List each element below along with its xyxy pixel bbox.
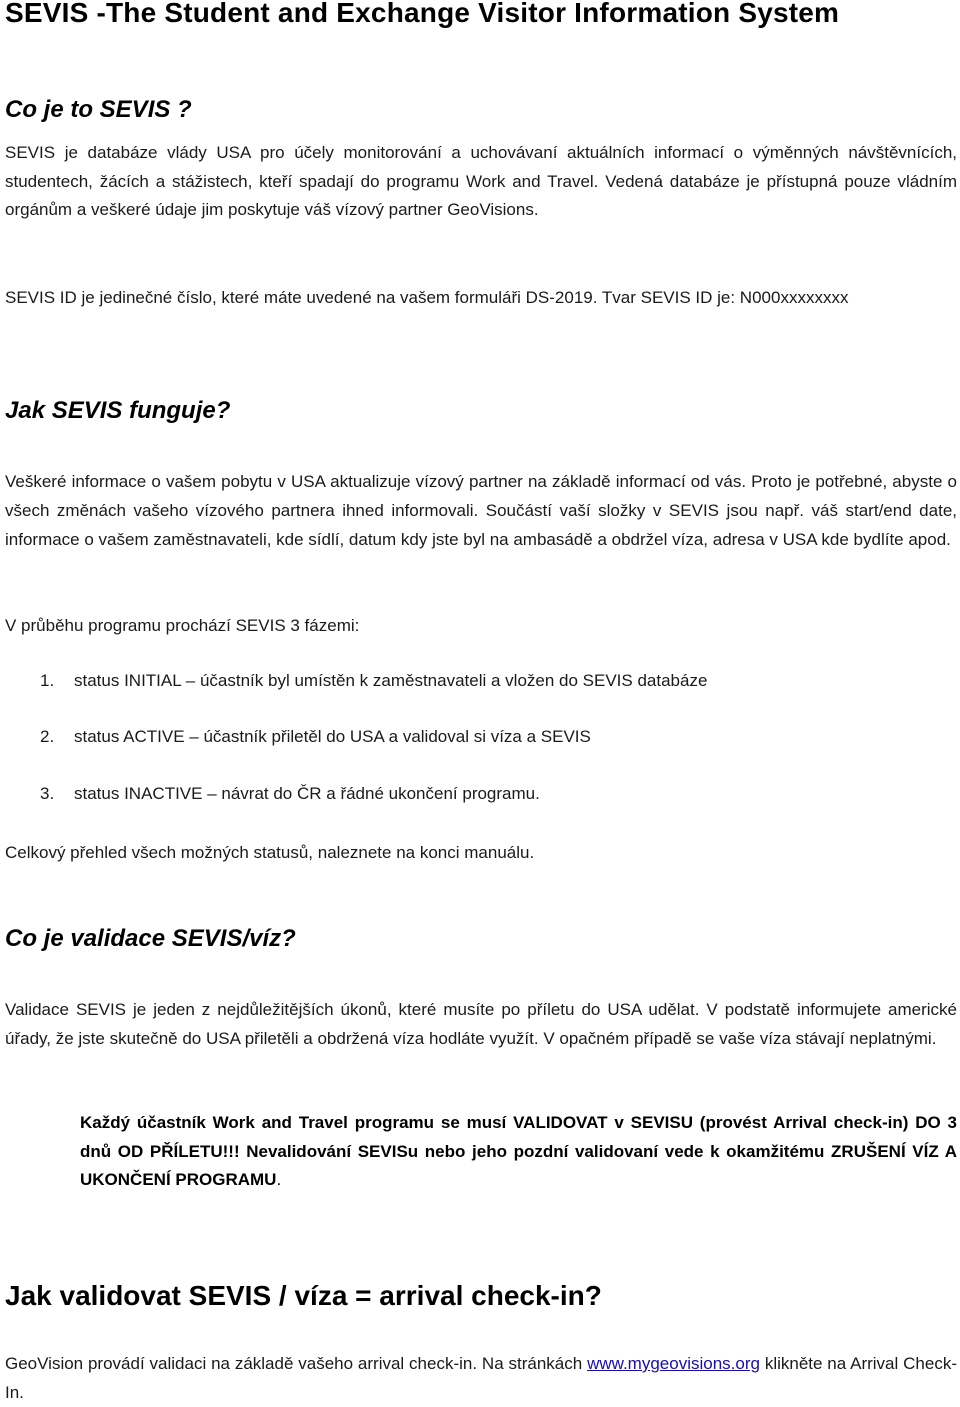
paragraph-validation-explained: Validace SEVIS je jeden z nejdůležitějších úkonů, které musíte po příletu do USA udělat. V podstatě informujete americké úřady, že jste skutečně do USA přiletěli a obdržená víza hodláte využít. V opačném případě se vaše víza stávají neplatnými. <box>5 1000 957 1048</box>
document-title: SEVIS -The Student and Exchange Visitor Information System <box>5 0 840 28</box>
check-in-text-before: GeoVision provádí validaci na základě vašeho arrival check-in. Na stránkách <box>5 1354 588 1373</box>
mygeovisions-link[interactable]: www.mygeovisions.org <box>587 1354 760 1373</box>
check-in-text-after: klikněte na Arrival Check-In. <box>5 1354 957 1402</box>
list-item-text: status INITIAL – účastník byl umístěn k zaměstnavateli a vložen do SEVIS databáze <box>74 671 708 690</box>
list-item-text: status INACTIVE – návrat do ČR a řádné ukončení programu. <box>74 784 540 803</box>
list-number: 2. <box>40 727 55 746</box>
paragraph-sevis-id: SEVIS ID je jedinečné číslo, které máte uvedené na vašem formuláři DS-2019. Tvar SEVIS ID je: N000xxxxxxxx <box>5 288 849 307</box>
list-item-text: status ACTIVE – účastník přiletěl do USA a validoval si víza a SEVIS <box>74 727 591 746</box>
heading-how-sevis-works: Jak SEVIS funguje? <box>5 397 231 424</box>
heading-what-is-sevis: Co je to SEVIS ? <box>5 96 192 123</box>
paragraph-sevis-updates: Veškeré informace o vašem pobytu v USA aktualizuje vízový partner na základě informací od vás. Proto je potřebné, abyste o všech změnách vašeho vízového partnera ihned informovali. Součástí vaší složky v SEVIS jsou např. váš start/end date, informace o vašem zaměstnavateli, kde sídlí, datum kdy jste byl na ambasádě a obdržel víza, adresa v USA kde bydlíte apod. <box>5 472 957 549</box>
list-item-phase-active <box>5 723 945 751</box>
list-item-phase-inactive <box>5 780 945 808</box>
paragraph-status-overview: Celkový přehled všech možných statusů, naleznete na konci manuálu. <box>5 843 535 862</box>
paragraph-sevis-phases-intro: V průběhu programu prochází SEVIS 3 fázemi: <box>5 616 360 635</box>
paragraph-arrival-check-in <box>5 1349 957 1407</box>
warning-end: . <box>276 1170 282 1189</box>
heading-what-is-validation: Co je validace SEVIS/víz? <box>5 925 296 952</box>
validation-deadline-warning <box>80 1109 957 1195</box>
paragraph-sevis-definition: SEVIS je databáze vlády USA pro účely monitorování a uchovávaní aktuálních informací o výměnných návštěvnících, studentech, žácích a stážistech, kteří spadají do programu Work and Travel. Vedená databáze je přístupná pouze vládním orgánům a veškeré údaje jim poskytuje váš vízový partner GeoVisions. <box>5 143 957 219</box>
list-number: 1. <box>40 671 55 690</box>
list-item-phase-initial <box>5 667 945 695</box>
warning-text: Každý účastník Work and Travel programu se musí VALIDOVAT v SEVISU (provést Arrival check-in) DO 3 dnů OD PŘÍLETU!!! Nevalidování SEVISu nebo jeho pozdní validovaní vede k okamžitému ZRUŠENÍ VÍZ A UKONČENÍ PROGRAMU <box>80 1113 957 1189</box>
heading-how-to-validate: Jak validovat SEVIS / víza = arrival check-in? <box>5 1280 602 1311</box>
list-number: 3. <box>40 784 55 803</box>
